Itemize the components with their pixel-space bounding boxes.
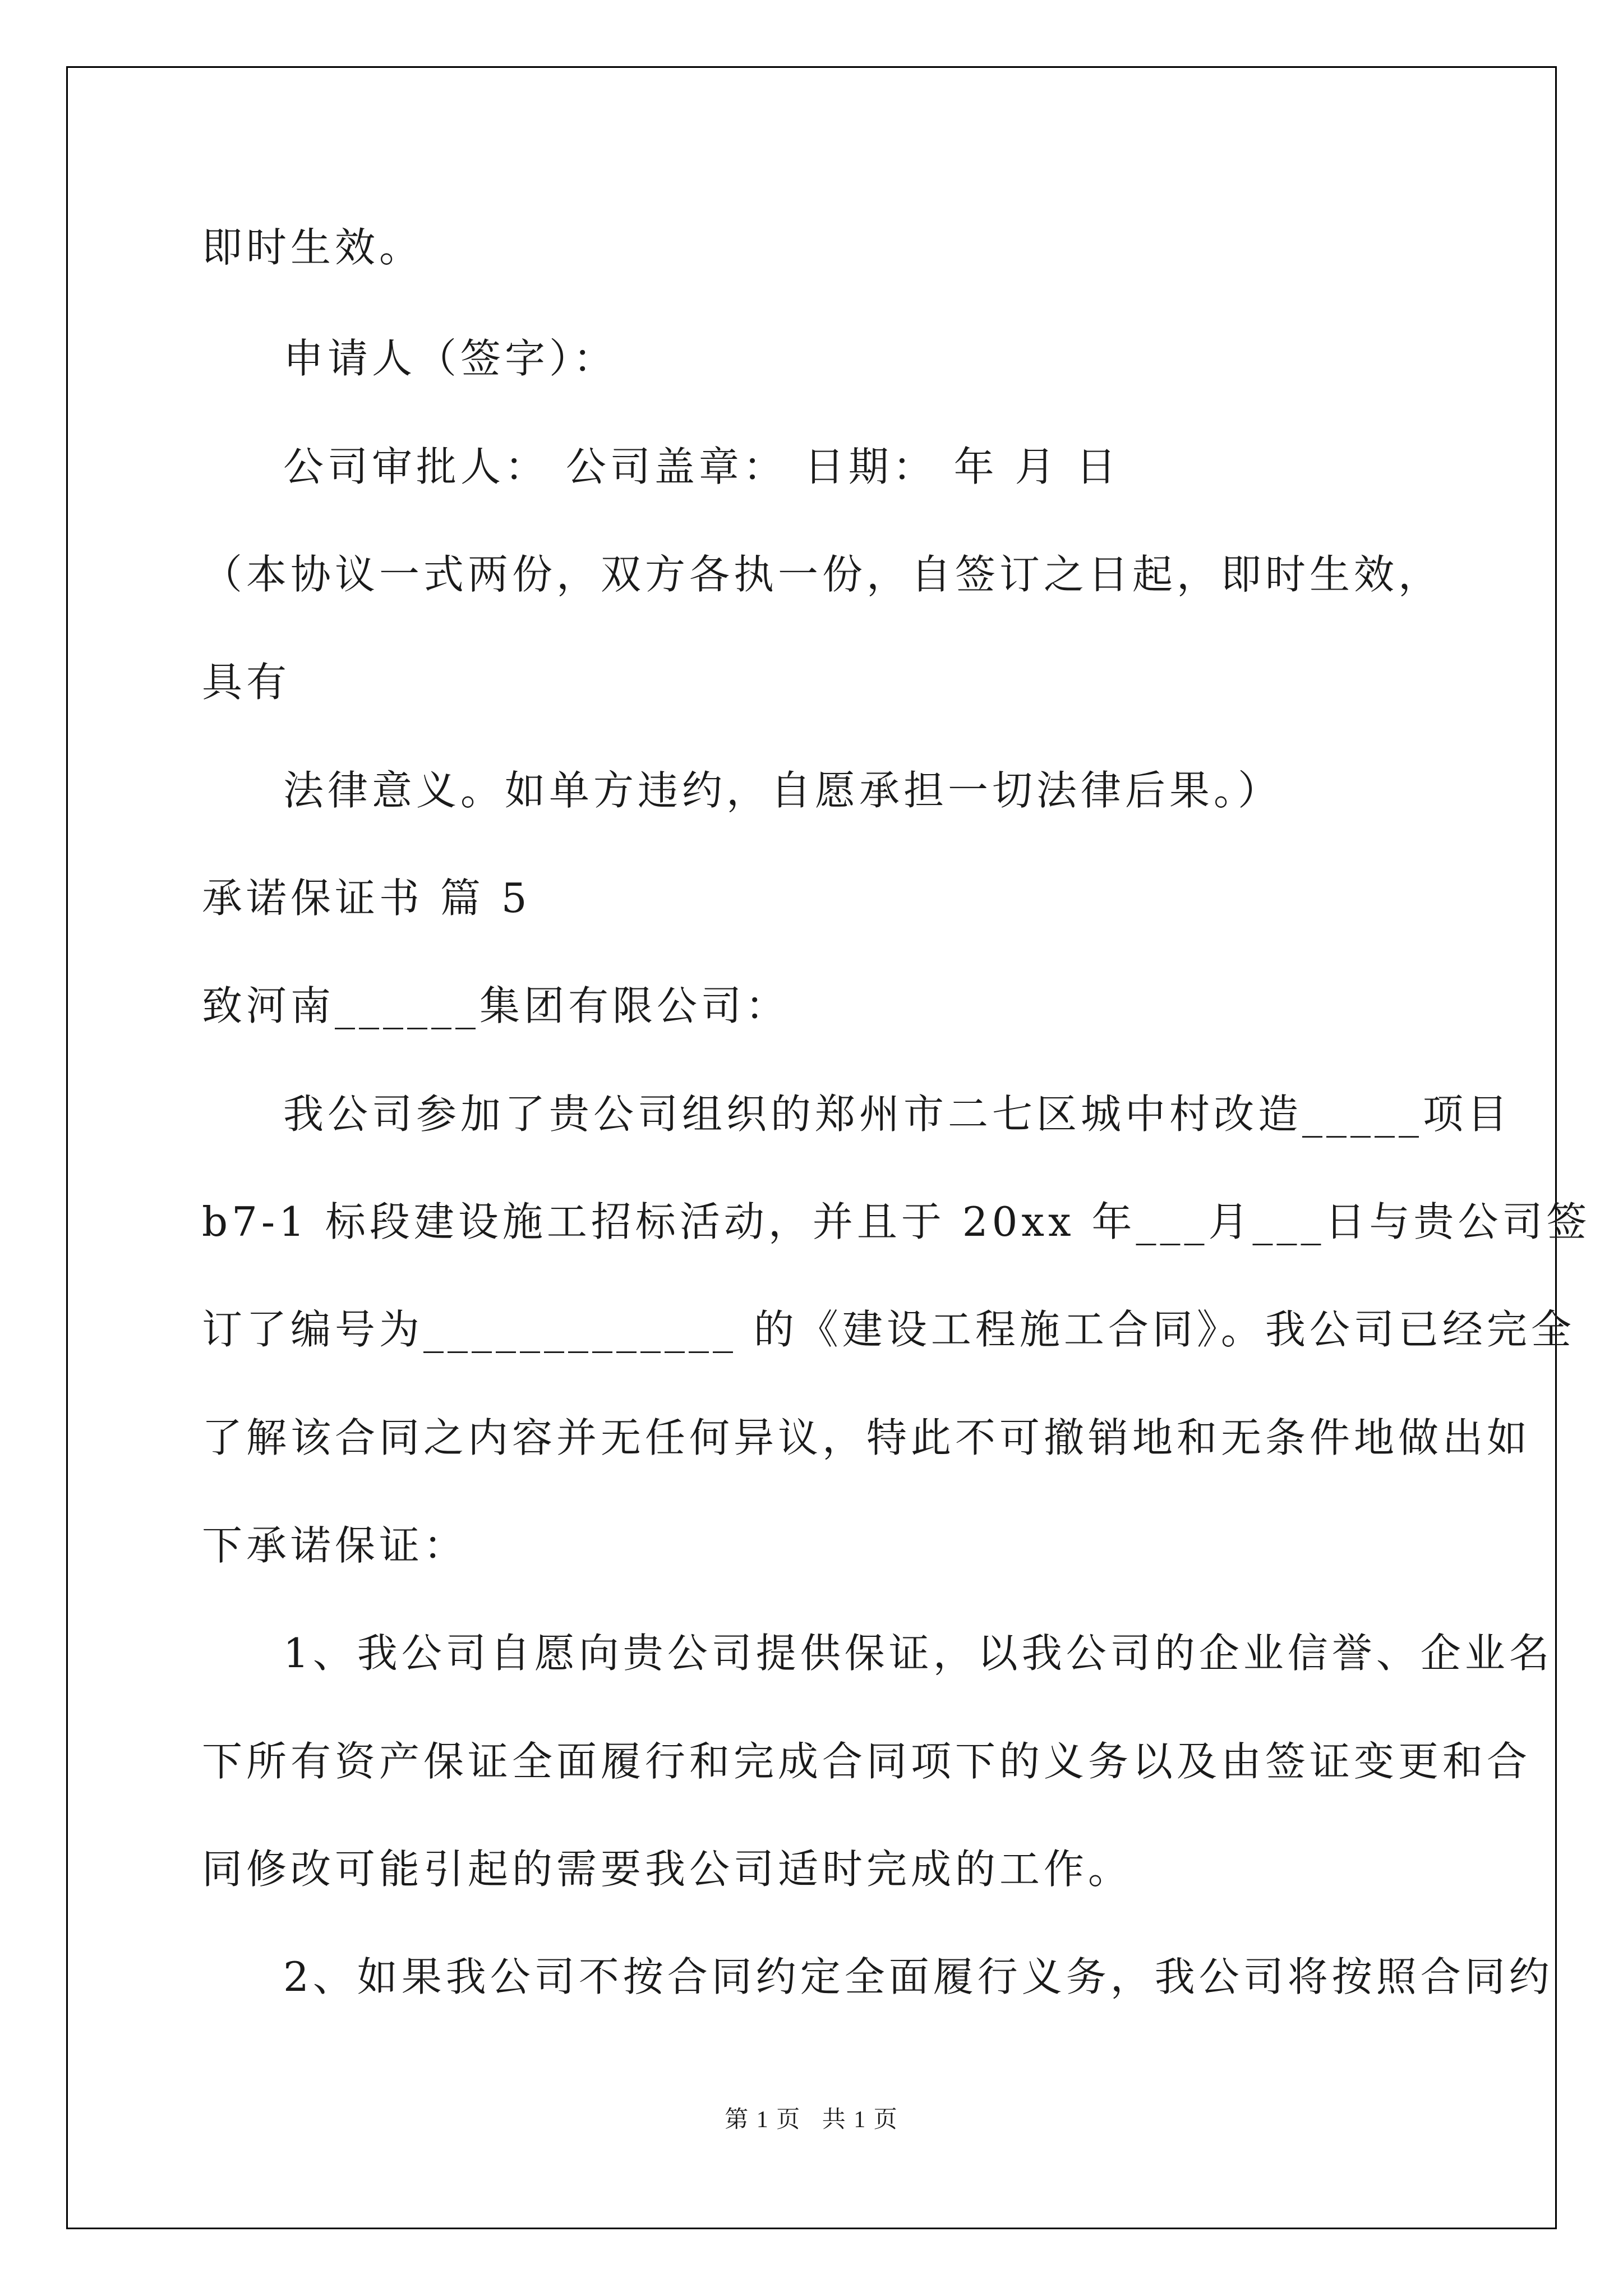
text-line: 订了编号为_____________ 的《建设工程施工合同》。我公司已经完全 [202, 1306, 1575, 1353]
salutation: 致河南______集团有限公司： [202, 982, 790, 1029]
text-line: 2、如果我公司不按合同约定全面履行义务，我公司将按照合同约 [283, 1953, 1553, 2000]
text-line: 公司审批人： 公司盖章： 日期： 年 月 日 [283, 443, 1121, 490]
text-line: 下承诺保证： [202, 1522, 468, 1569]
page-border [66, 66, 1557, 2229]
text-line: 1、我公司自愿向贵公司提供保证，以我公司的企业信誉、企业名 [283, 1630, 1553, 1677]
text-line: 即时生效。 [202, 224, 424, 271]
text-line: 我公司参加了贵公司组织的郑州市二七区城中村改造_____项目 [283, 1091, 1512, 1138]
text-line: 同修改可能引起的需要我公司适时完成的工作。 [202, 1846, 1133, 1893]
text-line: 下所有资产保证全面履行和完成合同项下的义务以及由签证变更和合 [202, 1738, 1532, 1785]
page-number-footer: 第 1 页 共 1 页 [725, 2107, 898, 2133]
text-line: 法律意义。如单方违约，自愿承担一切法律后果。） [283, 767, 1283, 814]
text-line: 具有 [202, 659, 291, 706]
text-line: 申请人（签字）： [283, 335, 618, 382]
text-line: 了解该合同之内容并无任何异议，特此不可撤销地和无条件地做出如 [202, 1414, 1532, 1461]
section-heading: 承诺保证书 篇 5 [202, 875, 531, 922]
text-line: b7-1 标段建设施工招标活动，并且于 20xx 年___月___日与贵公司签 [202, 1198, 1591, 1245]
text-line: （本协议一式两份，双方各执一份，自签订之日起，即时生效， [202, 551, 1443, 598]
